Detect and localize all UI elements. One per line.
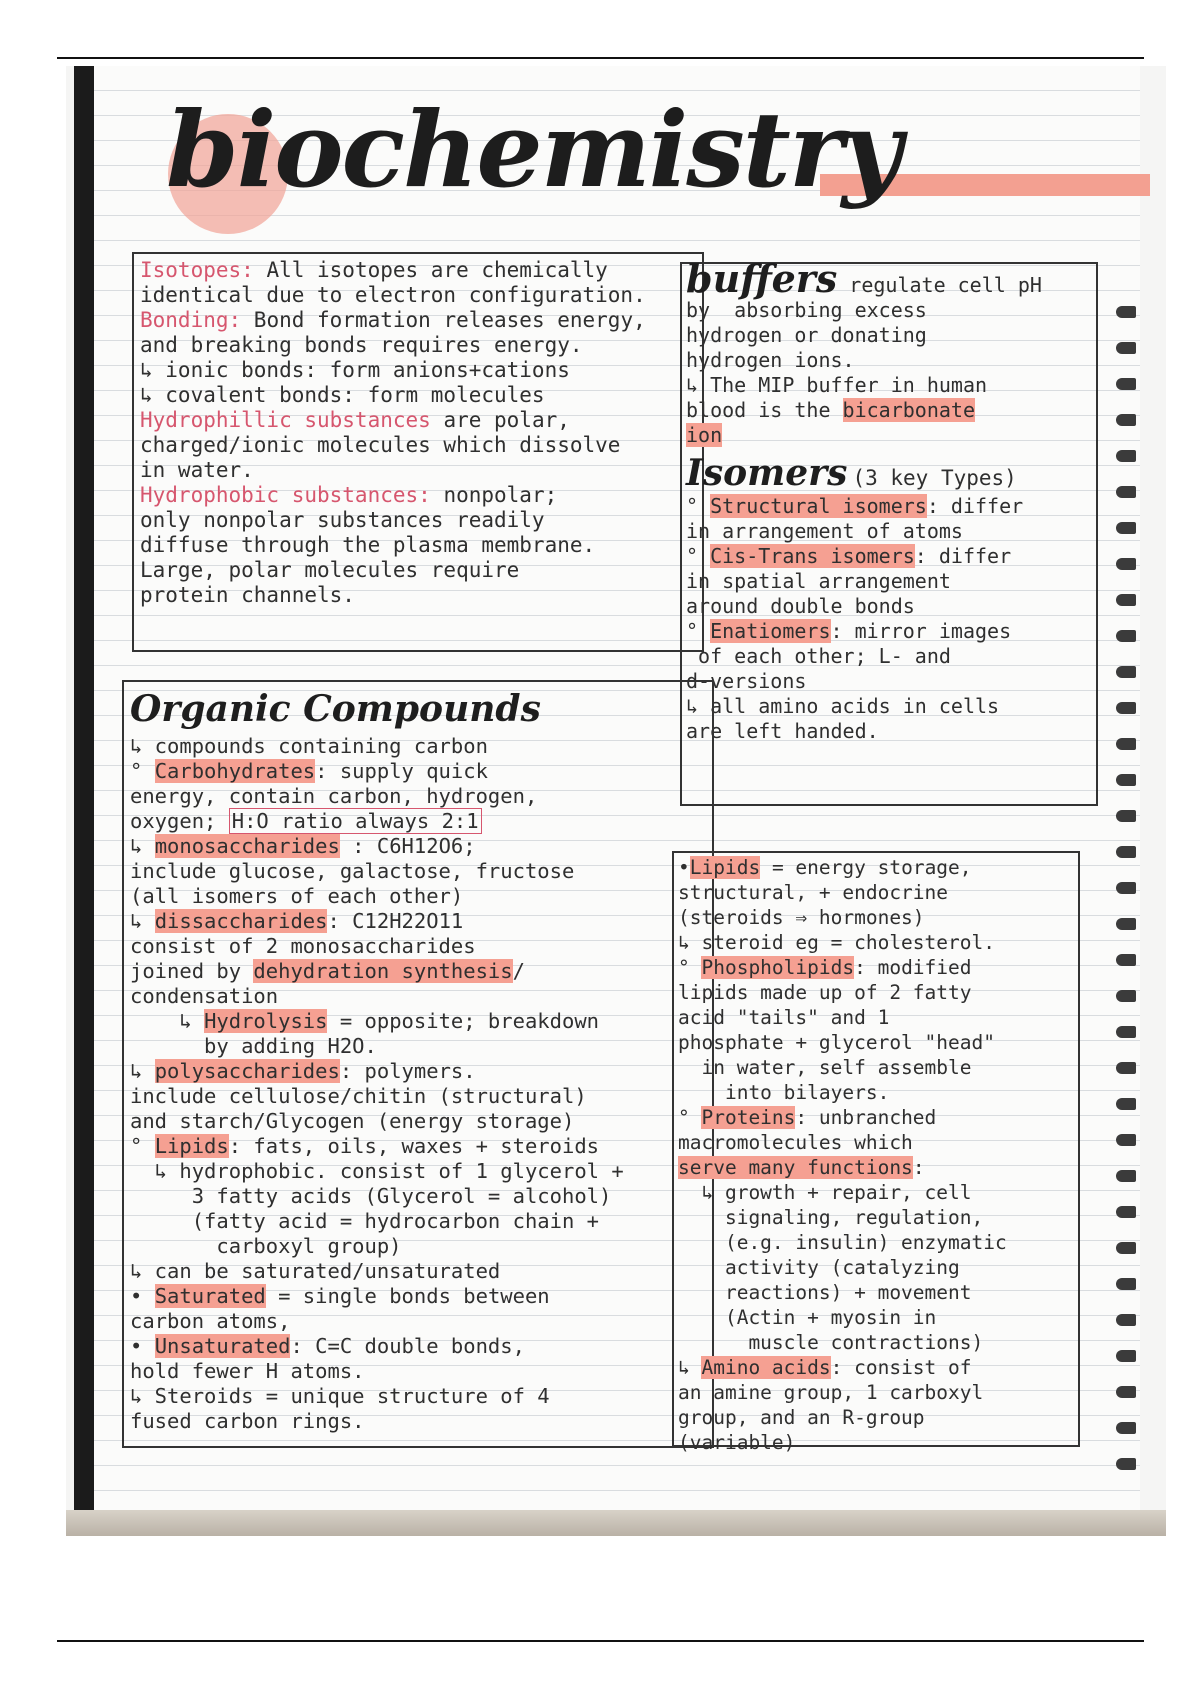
note-line (686, 373, 1092, 398)
note-line (140, 383, 696, 408)
note-hl: Lipids (689, 856, 761, 879)
note-text: include cellulose/chitin (structural) (130, 1084, 587, 1108)
lipids-proteins-box (672, 851, 1080, 1454)
binding-ring (1116, 918, 1136, 930)
note-line (686, 594, 1092, 619)
note-pre: ↳ (130, 1009, 205, 1033)
note-text: ↳ Steroids = unique structure of 4 (130, 1384, 550, 1408)
note-line (686, 323, 1092, 348)
notebook-page (80, 66, 1140, 1510)
note-label: Hydrophillic substances (140, 408, 431, 432)
note-text: hold fewer H atoms. (130, 1359, 365, 1383)
note-label: Isotopes: (140, 258, 254, 282)
note-line (678, 1130, 1074, 1155)
note-line (130, 1284, 706, 1309)
top-rule (57, 57, 1144, 59)
note-pre: ° (678, 956, 702, 979)
note-line (140, 308, 696, 333)
note-text: condensation (130, 984, 279, 1008)
note-text: protein channels. (140, 583, 355, 607)
note-line (140, 558, 696, 583)
note-pre: • (678, 856, 690, 879)
binding-ring (1116, 1206, 1136, 1218)
note-text: = opposite; breakdown (327, 1009, 600, 1033)
notebook-photo (66, 66, 1166, 1536)
note-line (678, 1005, 1074, 1030)
note-text: of each other; L- and (686, 644, 951, 668)
binding-ring (1116, 1422, 1136, 1434)
note-text: : unbranched (795, 1106, 937, 1129)
binding-ring (1116, 1062, 1136, 1074)
note-line (686, 694, 1092, 719)
note-line (130, 1384, 706, 1409)
note-text: oxygen; (130, 809, 229, 833)
note-line (678, 1255, 1074, 1280)
note-text: nonpolar; (430, 483, 558, 507)
note-text: ↳ can be saturated/unsaturated (130, 1259, 501, 1283)
organic-heading: Organic Compounds (130, 688, 541, 730)
buffers-lines (686, 256, 1092, 448)
note-line (130, 1084, 706, 1109)
note-text: (Actin + myosin in (678, 1306, 937, 1329)
note-pre: • (130, 1284, 155, 1308)
note-text: diffuse through the plasma membrane. (140, 533, 596, 557)
note-text: : fats, oils, waxes + steroids (228, 1134, 600, 1158)
binding-ring (1116, 630, 1136, 642)
note-text: hydrogen ions. (686, 348, 855, 372)
note-text: : modified (854, 956, 972, 979)
note-line (686, 619, 1092, 644)
note-line (678, 1280, 1074, 1305)
binding-ring (1116, 1026, 1136, 1038)
note-line (130, 1159, 706, 1184)
note-line (686, 719, 1092, 744)
note-line (140, 583, 696, 608)
note-text: lipids made up of 2 fatty (678, 981, 972, 1004)
note-line (130, 1134, 706, 1159)
note-line (678, 855, 1074, 880)
note-line (130, 859, 706, 884)
note-hl: Phospholipids (701, 956, 855, 979)
note-text: are polar, (430, 408, 570, 432)
binding-ring (1116, 486, 1136, 498)
bottom-rule (57, 1640, 1144, 1642)
note-text: an amine group, 1 carboxyl (678, 1381, 984, 1404)
note-text: carboxyl group) (130, 1234, 402, 1258)
note-text: into bilayers. (678, 1081, 890, 1104)
note-text: only nonpolar substances readily (140, 508, 545, 532)
binding-ring (1116, 414, 1136, 426)
binding-ring (1116, 882, 1136, 894)
note-line (678, 1180, 1074, 1205)
note-line (686, 644, 1092, 669)
note-pre: ° (678, 1106, 702, 1129)
note-hl: Structural isomers (710, 494, 927, 518)
note-text: (e.g. insulin) enzymatic (678, 1231, 1007, 1254)
note-line (678, 1080, 1074, 1105)
binding-ring (1116, 846, 1136, 858)
binding-ring (1116, 774, 1136, 786)
note-text: ↳ compounds containing carbon (130, 734, 488, 758)
note-hl: Hydrolysis (204, 1009, 328, 1033)
note-text: : supply quick (315, 759, 488, 783)
note-text: charged/ionic molecules which dissolve (140, 433, 621, 457)
note-line (678, 1380, 1074, 1405)
note-line (140, 483, 696, 508)
organic-compounds-box (122, 680, 714, 1448)
note-line (130, 1059, 706, 1084)
binding-ring (1116, 990, 1136, 1002)
binding-ring (1116, 306, 1136, 318)
note-text: group, and an R-group (678, 1406, 925, 1429)
note-line (130, 784, 706, 809)
note-text: (steroids ⇒ hormones) (678, 906, 925, 929)
note-line (678, 1405, 1074, 1430)
note-text: ↳ growth + repair, cell (678, 1181, 972, 1204)
note-text: ↳ steroid eg = cholesterol. (678, 931, 995, 954)
note-text: : C12H22O11 (327, 909, 464, 933)
note-pre: ° (686, 494, 711, 518)
note-line (678, 955, 1074, 980)
note-text: activity (catalyzing (678, 1256, 960, 1279)
note-line (678, 1055, 1074, 1080)
note-text: and starch/Glycogen (energy storage) (130, 1109, 575, 1133)
note-text: ↳ covalent bonds: form molecules (140, 383, 545, 407)
note-hl: ion (686, 423, 723, 447)
binding-ring (1116, 954, 1136, 966)
note-line (130, 1334, 706, 1359)
buffers-heading: buffers (686, 256, 838, 301)
note-text: ↳ hydrophobic. consist of 1 glycerol + (130, 1159, 624, 1183)
binding-ring (1116, 1386, 1136, 1398)
note-pre: • (130, 1334, 155, 1358)
binding-ring (1116, 1278, 1136, 1290)
note-line (140, 433, 696, 458)
note-text: fused carbon rings. (130, 1409, 365, 1433)
note-line (678, 880, 1074, 905)
note-line (130, 1109, 706, 1134)
binding-ring (1116, 738, 1136, 750)
note-line (678, 1430, 1074, 1455)
note-line (686, 494, 1092, 519)
note-text: around double bonds (686, 594, 915, 618)
note-line (130, 834, 706, 859)
binding-ring (1116, 558, 1136, 570)
binding-ring (1116, 1170, 1136, 1182)
page-title: biochemistry (166, 88, 901, 211)
note-line (678, 1330, 1074, 1355)
note-hl: monosaccharides (154, 834, 340, 858)
isomers-heading-row (686, 452, 1092, 494)
note-text: : polymers. (339, 1059, 476, 1083)
note-line (678, 905, 1074, 930)
note-text: (variable) (678, 1431, 796, 1454)
isotopes-lines (134, 254, 702, 612)
note-text: : (912, 1156, 925, 1179)
note-text: : C=C double bonds, (290, 1334, 525, 1358)
note-line (130, 734, 706, 759)
note-text: Bond formation releases energy, (241, 308, 646, 332)
note-pre: ↳ (130, 1059, 155, 1083)
note-line (130, 959, 706, 984)
note-hl: polysaccharides (154, 1059, 340, 1083)
note-line (130, 809, 706, 834)
note-line (130, 1259, 706, 1284)
organic-lines (130, 734, 706, 1434)
note-hl: Proteins (701, 1106, 796, 1129)
note-text: Large, polar molecules require (140, 558, 520, 582)
note-line (140, 358, 696, 383)
binding-ring (1116, 1242, 1136, 1254)
note-line (678, 980, 1074, 1005)
note-text: = energy storage, (760, 856, 972, 879)
note-text: ↳ The MIP buffer in human (686, 373, 988, 397)
note-line (130, 1184, 706, 1209)
note-text: in arrangement of atoms (686, 519, 963, 543)
note-pre: ↳ (130, 834, 155, 858)
note-text: d-versions (686, 669, 807, 693)
note-line (678, 1305, 1074, 1330)
binding-ring (1116, 522, 1136, 534)
note-line (130, 1409, 706, 1434)
note-text: blood is the (686, 398, 843, 422)
note-line (678, 1355, 1074, 1380)
note-line (130, 1209, 706, 1234)
note-text: acid "tails" and 1 (678, 1006, 890, 1029)
note-pre: ° (686, 544, 711, 568)
note-text: in water, self assemble (678, 1056, 972, 1079)
note-line (140, 408, 696, 433)
binding-ring (1116, 378, 1136, 390)
note-line (140, 533, 696, 558)
note-text: All isotopes are chemically (253, 258, 608, 282)
note-pre: ° (686, 619, 711, 643)
note-line (686, 669, 1092, 694)
note-text: = single bonds between (265, 1284, 550, 1308)
note-text: joined by (130, 959, 254, 983)
note-text: are left handed. (686, 719, 879, 743)
note-text: 3 fatty acids (Glycerol = alcohol) (130, 1184, 612, 1208)
note-text: (fatty acid = hydrocarbon chain + (130, 1209, 599, 1233)
note-text: by adding H2O. (130, 1034, 377, 1058)
note-line (130, 759, 706, 784)
isomers-lines (686, 494, 1092, 744)
note-line (686, 519, 1092, 544)
note-line (140, 283, 696, 308)
note-text: ↳ ionic bonds: form anions+cations (140, 358, 570, 382)
note-line (130, 984, 706, 1009)
note-line (678, 1155, 1074, 1180)
note-hl: Saturated (154, 1284, 266, 1308)
page-edge (80, 66, 94, 1510)
note-line (678, 930, 1074, 955)
photo-bottom-edge (66, 1510, 1166, 1536)
note-line (686, 398, 1092, 423)
note-line (130, 1034, 706, 1059)
note-text: structural, + endocrine (678, 881, 949, 904)
binding-ring (1116, 702, 1136, 714)
note-line (130, 909, 706, 934)
note-line (130, 884, 706, 909)
note-text: by absorbing excess (686, 298, 927, 322)
note-text: identical due to electron configuration. (140, 283, 646, 307)
isomers-subheading: (3 key Types) (852, 466, 1017, 490)
note-line (140, 258, 696, 283)
note-text: energy, contain carbon, hydrogen, (130, 784, 538, 808)
note-text: : consist of (830, 1356, 972, 1379)
note-line (678, 1230, 1074, 1255)
note-hl: dehydration synthesis (253, 959, 513, 983)
note-line (130, 1234, 706, 1259)
binding-ring (1116, 1458, 1136, 1470)
spiral-binding (1116, 306, 1138, 1506)
note-line (678, 1105, 1074, 1130)
binding-ring (1116, 1350, 1136, 1362)
note-text: and breaking bonds requires energy. (140, 333, 583, 357)
note-text: : C6H12O6; (339, 834, 476, 858)
note-text: carbon atoms, (130, 1309, 291, 1333)
binding-ring (1116, 1314, 1136, 1326)
note-label: Hydrophobic substances: (140, 483, 431, 507)
note-text: regulate cell pH (837, 273, 1042, 297)
note-line (678, 1205, 1074, 1230)
binding-ring (1116, 1134, 1136, 1146)
note-line (678, 1030, 1074, 1055)
note-pre: ° (130, 1134, 155, 1158)
binding-ring (1116, 342, 1136, 354)
note-hl: Amino acids (701, 1356, 831, 1379)
note-text: in water. (140, 458, 254, 482)
note-hl: Lipids (154, 1134, 229, 1158)
binding-ring (1116, 810, 1136, 822)
note-text: include glucose, galactose, fructose (130, 859, 575, 883)
note-line (140, 458, 696, 483)
note-boxed: H:O ratio always 2:1 (229, 808, 482, 834)
buffers-box (680, 256, 1098, 806)
note-post: / (512, 959, 525, 983)
note-line (130, 934, 706, 959)
note-text: consist of 2 monosaccharides (130, 934, 476, 958)
note-hl: bicarbonate (842, 398, 975, 422)
note-hl: Enatiomers (710, 619, 831, 643)
note-line (686, 298, 1092, 323)
note-text: macromolecules which (678, 1131, 913, 1154)
note-pre: ° (130, 759, 155, 783)
note-label: Bonding: (140, 308, 242, 332)
note-text: : differ (914, 544, 1012, 568)
note-pre: ↳ (678, 1356, 702, 1379)
binding-ring (1116, 1098, 1136, 1110)
binding-ring (1116, 450, 1136, 462)
note-text: signaling, regulation, (678, 1206, 984, 1229)
isomers-heading: Isomers (686, 452, 848, 494)
note-line (686, 423, 1092, 448)
note-line (686, 348, 1092, 373)
note-text: in spatial arrangement (686, 569, 951, 593)
note-text: phosphate + glycerol "head" (678, 1031, 995, 1054)
note-line (686, 569, 1092, 594)
note-text: hydrogen or donating (686, 323, 927, 347)
note-text: : mirror images (830, 619, 1012, 643)
note-line (140, 333, 696, 358)
note-pre: ↳ (130, 909, 155, 933)
note-line (130, 1009, 706, 1034)
note-line (140, 508, 696, 533)
note-text: (all isomers of each other) (130, 884, 464, 908)
note-text: reactions) + movement (678, 1281, 972, 1304)
note-hl: Cis-Trans isomers (710, 544, 915, 568)
note-text: : differ (926, 494, 1024, 518)
note-line (130, 1359, 706, 1384)
note-hl: dissaccharides (154, 909, 328, 933)
note-hl: Unsaturated (154, 1334, 291, 1358)
note-line (686, 544, 1092, 569)
note-hl: serve many functions (678, 1156, 913, 1179)
note-text: muscle contractions) (678, 1331, 984, 1354)
lipids-lines (678, 855, 1074, 1455)
binding-ring (1116, 666, 1136, 678)
isotopes-box (132, 252, 704, 652)
note-line (130, 1309, 706, 1334)
note-hl: Carbohydrates (154, 759, 316, 783)
note-text: ↳ all amino acids in cells (686, 694, 1000, 718)
note-line (686, 256, 1092, 301)
binding-ring (1116, 594, 1136, 606)
